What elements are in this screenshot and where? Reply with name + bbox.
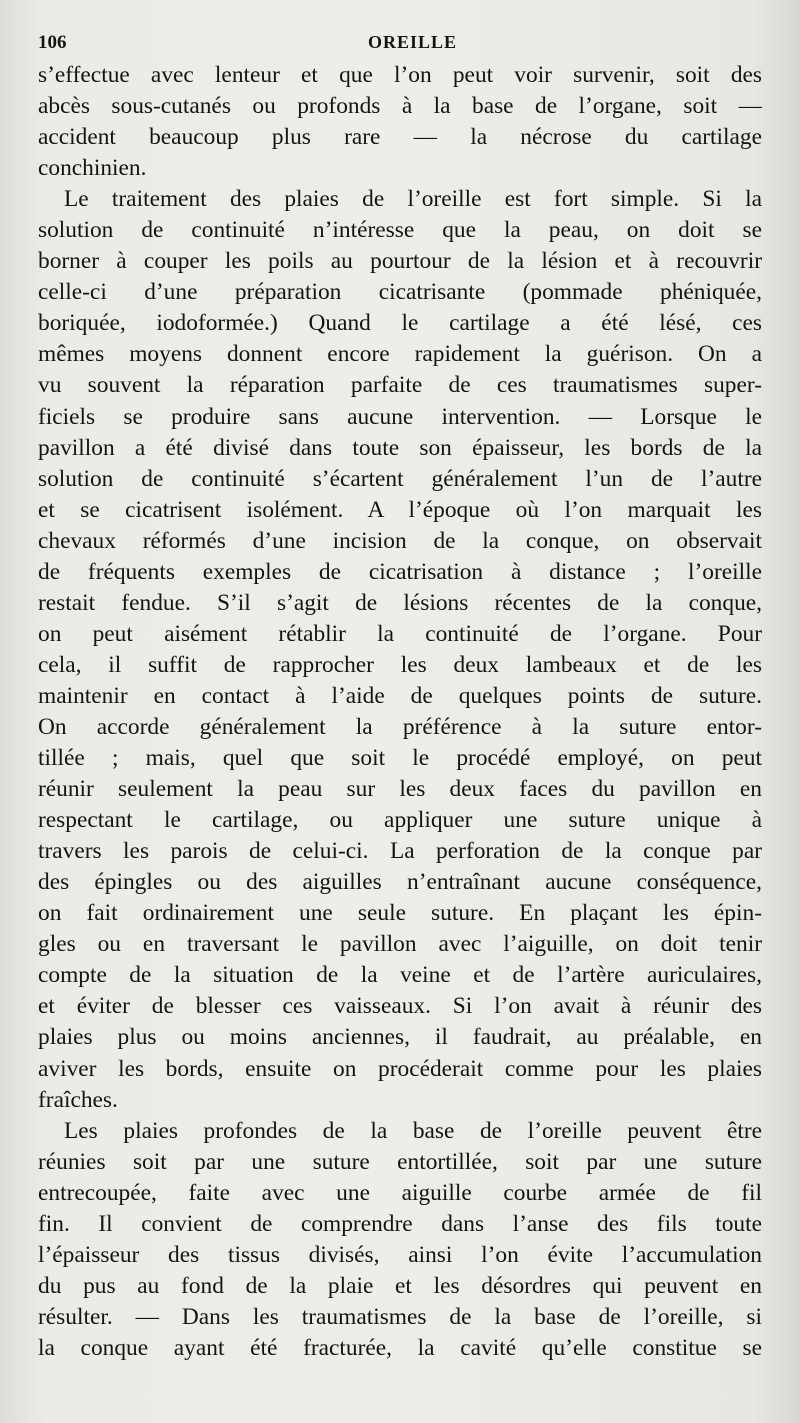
text-line: fraîches. bbox=[38, 1086, 118, 1113]
text-line: Les plaies profondes de la base de l’oreille peuvent être bbox=[64, 1117, 762, 1144]
text-line: gles ou en traversant le pavillon avec l’aiguille, on doit tenir bbox=[38, 931, 762, 958]
text-line: aviver les bords, ensuite on procéderait comme pour les plaies bbox=[38, 1055, 762, 1082]
paragraph-treatment bbox=[38, 184, 762, 1115]
text-line: réunies soit par une suture entortillée, soit par une suture bbox=[38, 1148, 762, 1175]
text-line: du pus au fond de la plaie et les désordres qui peuvent en bbox=[38, 1272, 762, 1299]
text-line: on fait ordinairement une seule suture. En plaçant les épin- bbox=[38, 900, 762, 927]
text-line: on peut aisément rétablir la continuité de l’organe. Pour bbox=[38, 620, 762, 647]
text-line: pavillon a été divisé dans toute son épaisseur, les bords de la bbox=[38, 434, 762, 461]
text-line: respectant le cartilage, ou appliquer une suture unique à bbox=[38, 807, 762, 834]
text-line: Le traitement des plaies de l’oreille est fort simple. Si la bbox=[64, 186, 762, 213]
text-line: plaies plus ou moins anciennes, il faudrait, au préalable, en bbox=[38, 1024, 762, 1051]
page-header bbox=[38, 30, 762, 60]
text-line: vu souvent la réparation parfaite de ces traumatismes super- bbox=[38, 372, 762, 399]
text-line: restait fendue. S’il s’agit de lésions récentes de la conque, bbox=[38, 589, 762, 616]
text-line: de fréquents exemples de cicatrisation à distance ; l’oreille bbox=[38, 558, 762, 585]
running-head: OREILLE bbox=[368, 32, 458, 52]
text-line: entrecoupée, faite avec une aiguille courbe armée de fil bbox=[38, 1179, 762, 1206]
text-line: s’effectue avec lenteur et que l’on peut voir survenir, soit des bbox=[38, 62, 762, 88]
text-line: abcès sous-cutanés ou profonds à la base de l’organe, soit — bbox=[38, 93, 762, 120]
text-line: travers les parois de celui-ci. La perforation de la conque par bbox=[38, 838, 762, 865]
text-line: conchinien. bbox=[38, 155, 147, 182]
text-line: chevaux réformés d’une incision de la conque, on observait bbox=[38, 527, 762, 554]
text-line: solution de continuité n’intéresse que la peau, on doit se bbox=[38, 217, 762, 244]
text-line: mêmes moyens donnent encore rapidement la guérison. On a bbox=[38, 341, 762, 368]
text-line: réunir seulement la peau sur les deux faces du pavillon en bbox=[38, 776, 762, 803]
text-line: boriquée, iodoformée.) Quand le cartilage a été lésé, ces bbox=[38, 310, 762, 337]
paragraph-continuation bbox=[38, 60, 762, 184]
text-line: l’épaisseur des tissus divisés, ainsi l’on évite l’accumulation bbox=[38, 1241, 762, 1268]
text-line: et éviter de blesser ces vaisseaux. Si l’on avait à réunir des bbox=[38, 993, 762, 1020]
text-line: des épingles ou des aiguilles n’entraînant aucune conséquence, bbox=[38, 869, 762, 896]
page-number: 106 bbox=[38, 32, 67, 53]
text-line: tillée ; mais, quel que soit le procédé employé, on peut bbox=[38, 745, 762, 772]
text-line: celle-ci d’une préparation cicatrisante (pommade phéniquée, bbox=[38, 279, 762, 306]
text-line: On accorde généralement la préférence à la suture entor- bbox=[38, 713, 762, 740]
paragraph-deep-wounds bbox=[38, 1116, 762, 1364]
text-line: solution de continuité s’écartent généralement l’un de l’autre bbox=[38, 465, 762, 492]
text-line: ficiels se produire sans aucune intervention. — Lorsque le bbox=[38, 403, 762, 430]
text-line: cela, il suffit de rapprocher les deux lambeaux et de les bbox=[38, 651, 762, 678]
text-line: la conque ayant été fracturée, la cavité qu’elle constitue se bbox=[38, 1334, 762, 1361]
text-line: accident beaucoup plus rare — la nécrose du cartilage bbox=[38, 124, 762, 151]
text-line: borner à couper les poils au pourtour de la lésion et à recouvrir bbox=[38, 248, 762, 275]
text-line: compte de la situation de la veine et de l’artère auriculaires, bbox=[38, 962, 762, 989]
text-line: maintenir en contact à l’aide de quelques points de suture. bbox=[38, 682, 762, 709]
text-line: résulter. — Dans les traumatismes de la base de l’oreille, si bbox=[38, 1303, 762, 1330]
body-text bbox=[38, 60, 762, 1364]
text-line: fin. Il convient de comprendre dans l’anse des fils toute bbox=[38, 1210, 762, 1237]
text-line: et se cicatrisent isolément. A l’époque où l’on marquait les bbox=[38, 496, 762, 523]
